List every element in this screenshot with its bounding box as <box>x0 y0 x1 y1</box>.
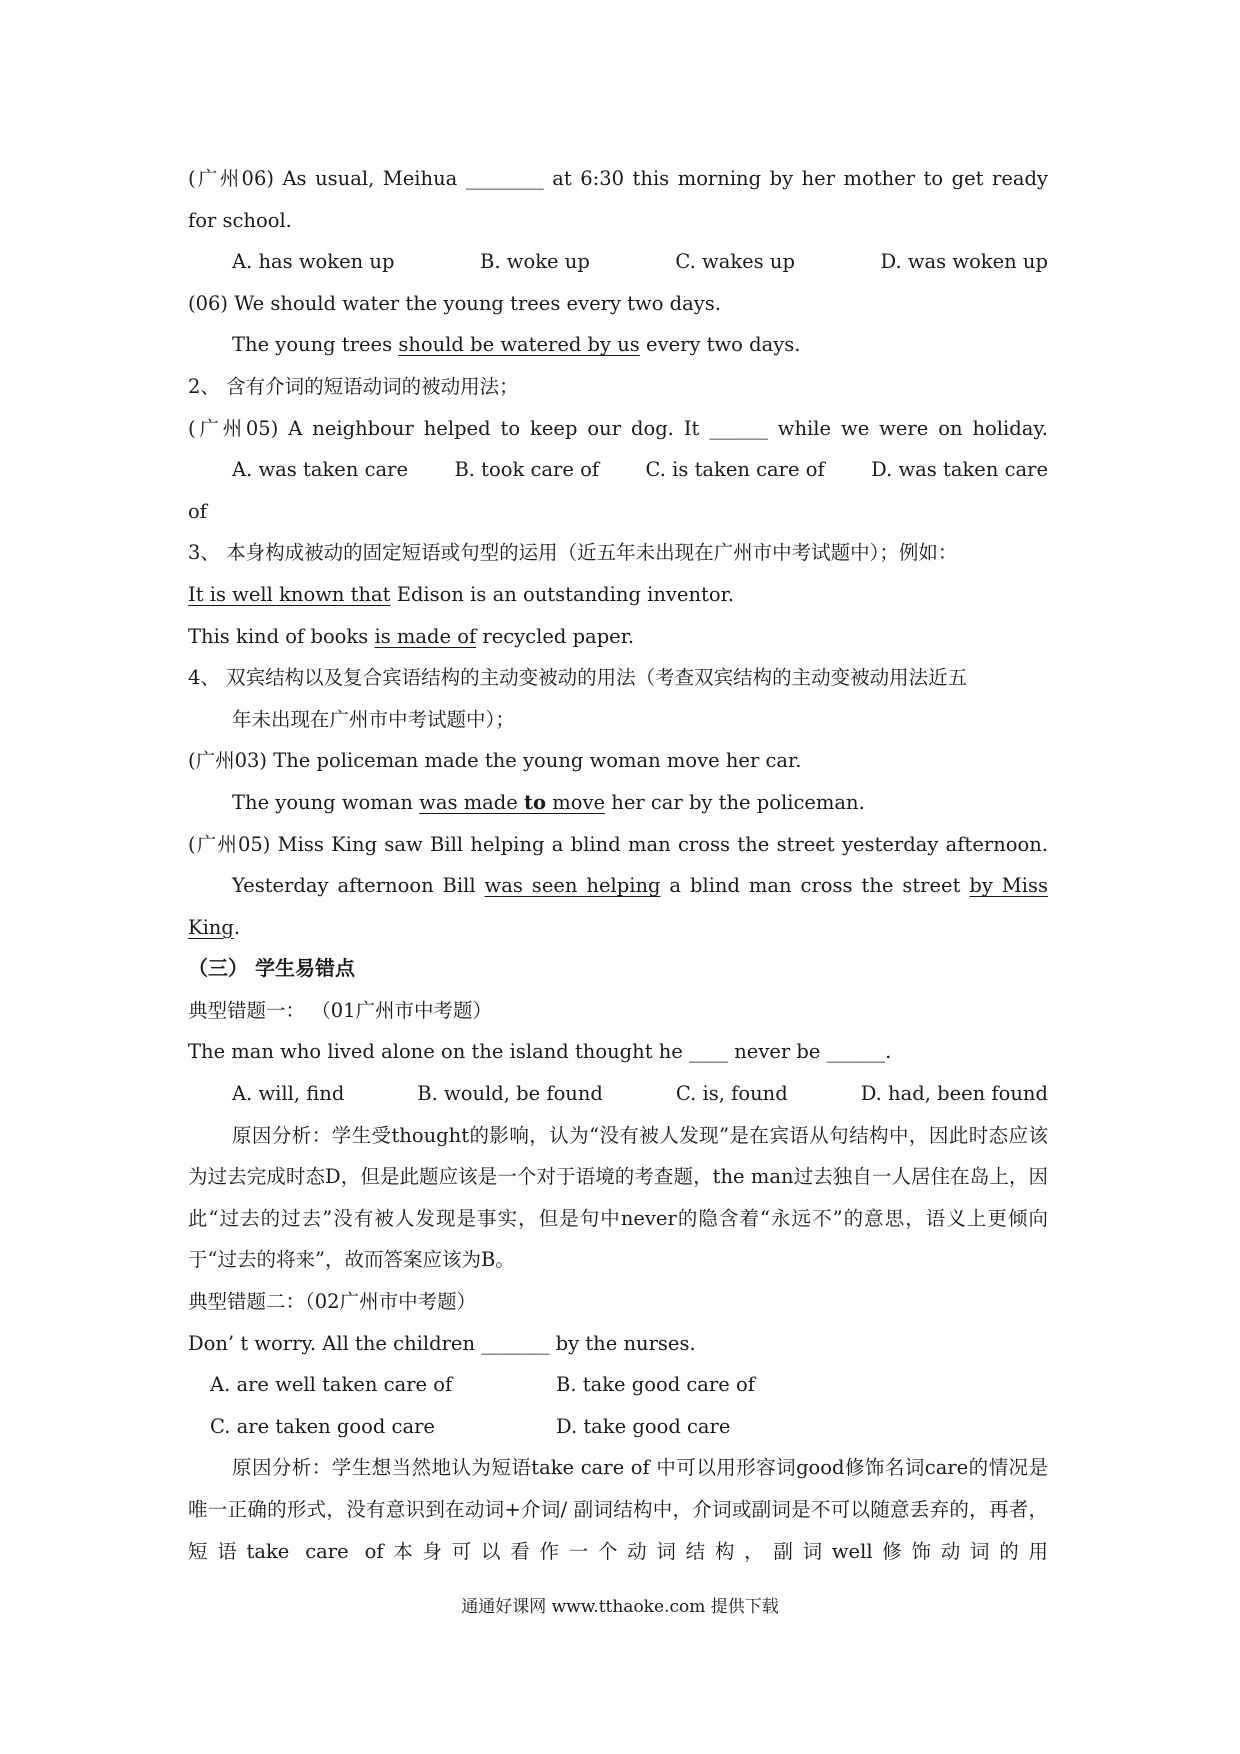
example-2-underlined: is made of <box>374 624 477 648</box>
q2-original: (06) We should water the young trees every two days. <box>188 291 721 315</box>
error2-analysis-text: 原因分析：学生想当然地认为短语take care of 中可以用形容词good修饰名词care的情况是唯一正确的形式，没有意识到在动词+介词/ 副词结构中，介词或副词是不可以随意丢弃的，再者，短语take care of本身可以看作一个动词结构，副词well修饰动词的用 <box>188 1456 1048 1563</box>
example-2-post: recycled paper. <box>476 624 635 648</box>
q3-option-d-tail: of <box>188 499 207 523</box>
example-1 <box>188 574 1048 616</box>
error1-stem: The man who lived alone on the island thought he ____ never be ______. <box>188 1040 892 1064</box>
section-title: （三） 学生易错点 <box>188 956 355 981</box>
example-1-underlined: It is well known that <box>188 582 391 606</box>
q1-option-d: D. was woken up <box>880 250 1048 274</box>
error2-options-row1 <box>188 1364 1048 1406</box>
example-2-pre: This kind of books <box>188 624 375 648</box>
q3-options <box>188 449 1048 491</box>
error1-option-c: C. is, found <box>675 1082 788 1106</box>
q5-answer-line1 <box>188 865 1048 907</box>
error1-analysis-text: 原因分析：学生受thought的影响，认为“没有被人发现”是在宾语从句结构中，因此时态应该为过去完成时态D，但是此题应该是一个对于语境的考查题，the man过去独自一人居住在岛上，因此“过去的过去”没有被人发现是事实，但是句中never的隐含着“永远不”的意思，语义上更倾向于“过去的将来”，故而答案应该为B。 <box>188 1123 1048 1272</box>
q5-answer-pre: Yesterday afternoon Bill <box>232 874 485 898</box>
example-1-rest: Edison is an outstanding inventor. <box>390 582 734 606</box>
q5-answer-underlined-3: King <box>188 915 234 939</box>
q4-answer-post: her car by the policeman. <box>605 790 865 814</box>
q2-answer-pre: The young trees <box>232 333 399 357</box>
error1-option-d: D. had, been found <box>860 1082 1048 1106</box>
q4-answer-underlined-1: was made <box>419 790 525 814</box>
q3-option-b: B. took care of <box>454 458 600 482</box>
error2-heading: 典型错题二：（02广州市中考题） <box>188 1290 477 1314</box>
q1-option-c: C. wakes up <box>675 250 795 274</box>
q4-answer-pre: The young woman <box>232 790 420 814</box>
section2-heading: 2、 含有介词的短语动词的被动用法； <box>188 374 519 398</box>
error1-option-b: B. would, be found <box>417 1082 603 1106</box>
q5-answer-line2 <box>188 907 1048 949</box>
q1-option-a: A. has woken up <box>232 250 395 274</box>
q3-stem: (广州05) A neighbour helped to keep our dog. It ______ while we were on holiday. <box>188 416 1048 440</box>
error1-heading: 典型错题一： （01广州市中考题） <box>188 998 493 1022</box>
q4-answer <box>188 782 1048 824</box>
q5-answer-underlined-1: was seen helping <box>484 874 661 898</box>
q5-answer-mid: a blind man cross the street <box>660 874 970 898</box>
example-2 <box>188 616 1048 658</box>
section4-heading-line1: 4、 双宾结构以及复合宾语结构的主动变被动的用法（考查双宾结构的主动变被动用法近五 <box>188 666 968 690</box>
error1-options <box>188 1073 1048 1115</box>
q1-stem-line1: (广州06) As usual, Meihua ________ at 6:30 this morning by her mother to get ready <box>188 167 1048 190</box>
q3-option-a: A. was taken care <box>232 458 408 482</box>
q1-options <box>188 241 1048 283</box>
error2-option-d: D. take good care <box>556 1414 731 1438</box>
section3-heading: 3、 本身构成被动的固定短语或句型的运用（近五年未出现在广州市中考试题中）；例如： <box>188 541 958 565</box>
error1-option-a: A. will, find <box>232 1082 345 1106</box>
q1-stem-line2: for school. <box>188 208 292 232</box>
q4-answer-underlined-to: to <box>524 790 547 814</box>
error2-option-b: B. take good care of <box>556 1373 755 1397</box>
q4-original: (广州03) The policeman made the young woman move her car. <box>188 749 802 773</box>
page-footer: 通通好课网 www.tthaoke.com 提供下载 <box>461 1597 779 1617</box>
q5-answer-end: . <box>233 915 241 939</box>
error2-stem: Don’ t worry. All the children _______ by the nurses. <box>188 1331 696 1355</box>
q3-option-d: D. was taken care <box>871 458 1048 482</box>
q5-answer-underlined-2: by Miss <box>969 874 1048 898</box>
error2-options-row2 <box>188 1406 1048 1448</box>
q4-answer-underlined-2: move <box>546 790 606 814</box>
q2-answer-post: every two days. <box>639 333 801 357</box>
error2-analysis <box>188 1447 1048 1572</box>
section4-heading-line2: 年未出现在广州市中考试题中）； <box>232 707 515 731</box>
q2-answer <box>188 324 1048 366</box>
q3-option-c: C. is taken care of <box>645 458 825 482</box>
error2-option-c: C. are taken good care <box>210 1414 435 1438</box>
q1-option-b: B. woke up <box>480 250 590 274</box>
error1-analysis <box>188 1115 1048 1281</box>
q2-answer-underlined: should be watered by us <box>398 333 640 357</box>
error2-option-a: A. are well taken care of <box>210 1373 453 1397</box>
q5-original: (广州05) Miss King saw Bill helping a blind man cross the street yesterday afternoon. <box>188 832 1048 856</box>
document-body <box>188 158 1048 1572</box>
